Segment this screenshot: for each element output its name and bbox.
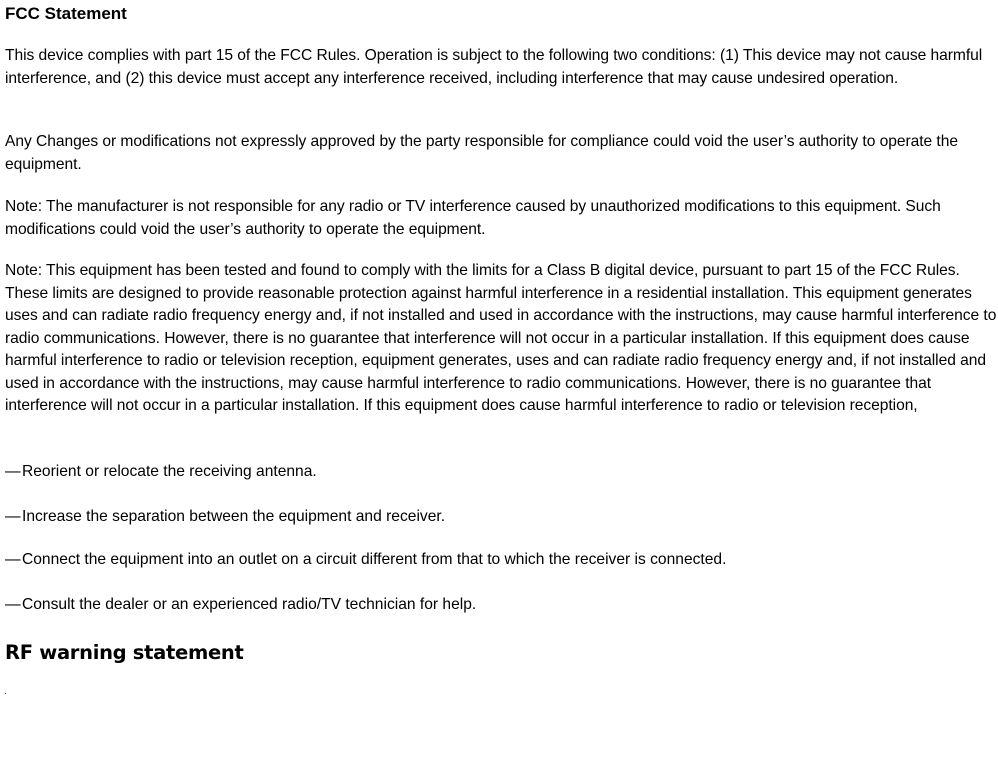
fcc-compliance-paragraph: This device complies with part 15 of the FCC Rules. Operation is subject to the following two conditions: (1) This device may not cause harmful interference, and (2) this device must accept any interference received, including interference that may cause undesired operation. <box>5 47 983 87</box>
fcc-statement-heading: FCC Statement <box>5 4 127 23</box>
manufacturer-note-paragraph: Note: The manufacturer is not responsible for any radio or TV interference caused by unauthorized modifications to this equipment. Such modifications could void the user’s authority to operate the equipment. <box>5 198 941 238</box>
list-item-text: Connect the equipment into an outlet on a circuit different from that to which the receiver is connected. <box>22 551 727 568</box>
dash-marker: — <box>5 508 21 525</box>
dash-marker: — <box>5 551 21 568</box>
modifications-paragraph: Any Changes or modifications not expressly approved by the party responsible for compliance could void the user’s authority to operate the equipment. <box>5 133 958 173</box>
list-item <box>5 461 317 483</box>
dash-marker: — <box>5 596 21 613</box>
list-item <box>5 506 445 528</box>
list-item <box>5 594 476 616</box>
stray-dot <box>5 693 6 694</box>
rf-warning-heading: RF warning statement <box>5 641 244 664</box>
list-item-text: Consult the dealer or an experienced radio/TV technician for help. <box>22 596 477 613</box>
list-item-text: Reorient or relocate the receiving antenna. <box>22 463 317 480</box>
list-item-text: Increase the separation between the equipment and receiver. <box>22 508 446 525</box>
dash-marker: — <box>5 463 21 480</box>
list-item <box>5 549 726 571</box>
class-b-note-paragraph: Note: This equipment has been tested and found to comply with the limits for a Class B digital device, pursuant to part 15 of the FCC Rules. These limits are designed to provide reasonable protection against harmful interference in a residential installation. This equipment generates uses and can radiate radio frequency energy and, if not installed and used in accordance with the instructions, may cause harmful interference to radio communications. However, there is no guarantee that interference will not occur in a particular installation. If this equipment does cause harmful interference to radio or television reception, equipment generates, uses and can radiate radio frequency energy and, if not installed and used in accordance with the instructions, may cause harmful interference to radio communications. However, there is no guarantee that interference will not occur in a particular installation. If this equipment does cause harmful interference to radio or television reception, <box>5 262 997 414</box>
